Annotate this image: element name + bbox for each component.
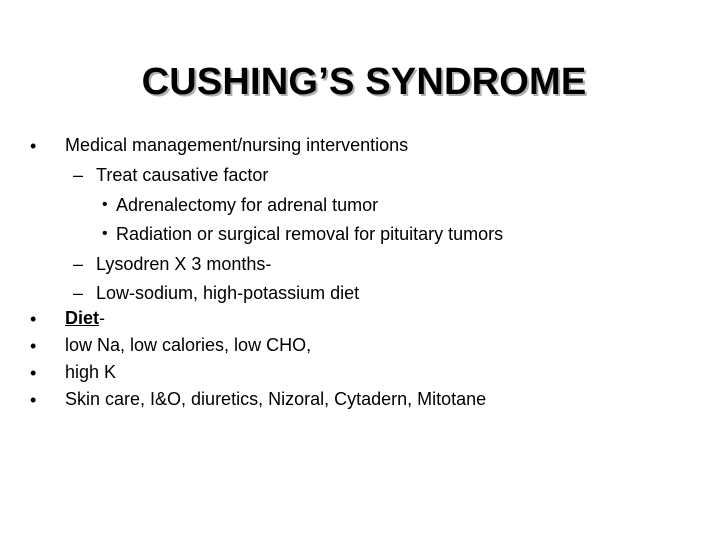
sub-sub-bullet-adrenalectomy: Adrenalectomy for adrenal tumor — [116, 195, 379, 215]
bullet-diet — [65, 307, 105, 329]
sub-bullet-lysodren: Lysodren X 3 months- — [96, 254, 272, 274]
bullet-skin-care: Skin care, I&O, diuretics, Nizoral, Cytadern, Mitotane — [65, 389, 487, 409]
sub-sub-bullet-radiation: Radiation or surgical removal for pituitary tumors — [116, 224, 504, 244]
bullet-marker: • — [102, 225, 108, 242]
bullet-marker: • — [30, 390, 37, 410]
bullet-marker: • — [30, 336, 37, 356]
bullet-marker: • — [30, 363, 37, 383]
bullet-high-k: high K — [65, 362, 117, 382]
bullet-low-na: low Na, low calories, low CHO, — [65, 335, 312, 355]
dash-marker: – — [73, 165, 84, 185]
slide-title: CUSHING’S SYNDROME — [141, 61, 587, 103]
diet-term: Diet — [65, 308, 100, 328]
diet-suffix: - — [99, 308, 106, 328]
bullet-marker: • — [30, 136, 37, 156]
bullet-marker: • — [102, 196, 108, 213]
bullet-marker: • — [30, 309, 37, 329]
sub-bullet-treat-causative-factor: Treat causative factor — [96, 165, 269, 185]
sub-bullet-low-sodium-diet: Low-sodium, high-potassium diet — [96, 283, 360, 303]
bullet-medical-management: Medical management/nursing interventions — [65, 135, 409, 155]
dash-marker: – — [73, 254, 84, 274]
dash-marker: – — [73, 283, 84, 303]
